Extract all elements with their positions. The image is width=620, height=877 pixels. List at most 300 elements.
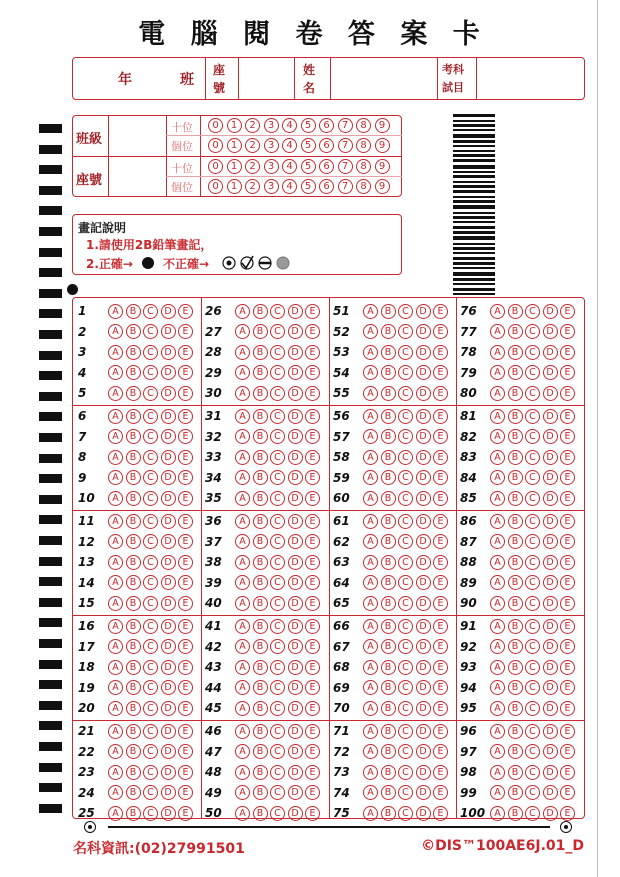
digit-bubble[interactable]: 6: [319, 118, 334, 133]
option-bubble[interactable]: A: [490, 555, 505, 570]
option-bubble[interactable]: B: [381, 450, 396, 465]
option-bubble[interactable]: B: [253, 701, 268, 716]
option-bubble[interactable]: A: [108, 575, 123, 590]
option-bubble[interactable]: B: [508, 619, 523, 634]
option-bubble[interactable]: A: [363, 324, 378, 339]
option-bubble[interactable]: B: [381, 806, 396, 821]
digit-bubble[interactable]: 1: [227, 118, 242, 133]
option-bubble[interactable]: D: [288, 450, 303, 465]
option-bubble[interactable]: D: [416, 575, 431, 590]
option-bubble[interactable]: E: [305, 619, 320, 634]
option-bubble[interactable]: D: [288, 514, 303, 529]
option-bubble[interactable]: A: [108, 409, 123, 424]
digit-bubble[interactable]: 2: [245, 138, 260, 153]
option-bubble[interactable]: B: [508, 765, 523, 780]
option-bubble[interactable]: D: [288, 639, 303, 654]
option-bubble[interactable]: D: [288, 575, 303, 590]
option-bubble[interactable]: A: [108, 491, 123, 506]
option-bubble[interactable]: B: [508, 429, 523, 444]
option-bubble[interactable]: A: [363, 491, 378, 506]
option-bubble[interactable]: E: [305, 701, 320, 716]
option-bubble[interactable]: E: [433, 765, 448, 780]
option-bubble[interactable]: A: [490, 680, 505, 695]
option-bubble[interactable]: C: [398, 304, 413, 319]
option-bubble[interactable]: D: [416, 555, 431, 570]
option-bubble[interactable]: A: [490, 765, 505, 780]
option-bubble[interactable]: C: [143, 450, 158, 465]
option-bubble[interactable]: D: [416, 765, 431, 780]
option-bubble[interactable]: E: [178, 744, 193, 759]
option-bubble[interactable]: D: [543, 660, 558, 675]
option-bubble[interactable]: A: [108, 429, 123, 444]
option-bubble[interactable]: B: [508, 324, 523, 339]
option-bubble[interactable]: A: [108, 744, 123, 759]
option-bubble[interactable]: A: [235, 785, 250, 800]
option-bubble[interactable]: B: [126, 304, 141, 319]
option-bubble[interactable]: A: [235, 596, 250, 611]
option-bubble[interactable]: A: [235, 304, 250, 319]
option-bubble[interactable]: E: [305, 365, 320, 380]
option-bubble[interactable]: A: [490, 365, 505, 380]
option-bubble[interactable]: E: [433, 785, 448, 800]
option-bubble[interactable]: A: [363, 555, 378, 570]
option-bubble[interactable]: D: [161, 660, 176, 675]
option-bubble[interactable]: B: [508, 450, 523, 465]
digit-bubble[interactable]: 1: [227, 138, 242, 153]
option-bubble[interactable]: E: [305, 429, 320, 444]
option-bubble[interactable]: E: [305, 680, 320, 695]
option-bubble[interactable]: E: [305, 450, 320, 465]
option-bubble[interactable]: D: [543, 619, 558, 634]
digit-bubble[interactable]: 6: [319, 138, 334, 153]
option-bubble[interactable]: B: [253, 619, 268, 634]
option-bubble[interactable]: E: [433, 596, 448, 611]
option-bubble[interactable]: B: [253, 680, 268, 695]
option-bubble[interactable]: A: [363, 386, 378, 401]
name-field[interactable]: [331, 58, 437, 99]
option-bubble[interactable]: C: [270, 575, 285, 590]
option-bubble[interactable]: B: [381, 596, 396, 611]
option-bubble[interactable]: B: [508, 304, 523, 319]
option-bubble[interactable]: B: [508, 555, 523, 570]
option-bubble[interactable]: B: [381, 639, 396, 654]
option-bubble[interactable]: C: [143, 514, 158, 529]
option-bubble[interactable]: C: [270, 785, 285, 800]
option-bubble[interactable]: A: [490, 744, 505, 759]
option-bubble[interactable]: A: [108, 619, 123, 634]
option-bubble[interactable]: B: [253, 324, 268, 339]
option-bubble[interactable]: C: [270, 345, 285, 360]
digit-bubble[interactable]: 4: [282, 159, 297, 174]
option-bubble[interactable]: B: [253, 450, 268, 465]
option-bubble[interactable]: D: [288, 701, 303, 716]
option-bubble[interactable]: E: [178, 575, 193, 590]
option-bubble[interactable]: A: [235, 724, 250, 739]
option-bubble[interactable]: B: [253, 575, 268, 590]
option-bubble[interactable]: D: [161, 619, 176, 634]
option-bubble[interactable]: E: [305, 806, 320, 821]
option-bubble[interactable]: E: [305, 575, 320, 590]
digit-bubble[interactable]: 8: [356, 138, 371, 153]
option-bubble[interactable]: A: [235, 324, 250, 339]
option-bubble[interactable]: C: [398, 701, 413, 716]
option-bubble[interactable]: C: [270, 724, 285, 739]
option-bubble[interactable]: C: [143, 345, 158, 360]
option-bubble[interactable]: D: [161, 386, 176, 401]
option-bubble[interactable]: E: [560, 491, 575, 506]
digit-bubble[interactable]: 7: [338, 138, 353, 153]
option-bubble[interactable]: B: [253, 409, 268, 424]
option-bubble[interactable]: A: [363, 785, 378, 800]
option-bubble[interactable]: C: [270, 555, 285, 570]
option-bubble[interactable]: C: [525, 345, 540, 360]
option-bubble[interactable]: C: [270, 491, 285, 506]
option-bubble[interactable]: C: [143, 619, 158, 634]
option-bubble[interactable]: A: [235, 534, 250, 549]
option-bubble[interactable]: C: [525, 806, 540, 821]
option-bubble[interactable]: E: [560, 324, 575, 339]
option-bubble[interactable]: A: [235, 409, 250, 424]
option-bubble[interactable]: B: [253, 596, 268, 611]
option-bubble[interactable]: E: [305, 660, 320, 675]
option-bubble[interactable]: A: [490, 724, 505, 739]
option-bubble[interactable]: E: [433, 450, 448, 465]
option-bubble[interactable]: C: [270, 639, 285, 654]
option-bubble[interactable]: B: [508, 470, 523, 485]
option-bubble[interactable]: B: [126, 596, 141, 611]
option-bubble[interactable]: D: [543, 785, 558, 800]
digit-bubble[interactable]: 6: [319, 159, 334, 174]
option-bubble[interactable]: A: [490, 491, 505, 506]
option-bubble[interactable]: D: [288, 555, 303, 570]
option-bubble[interactable]: C: [525, 429, 540, 444]
option-bubble[interactable]: E: [305, 491, 320, 506]
option-bubble[interactable]: A: [363, 806, 378, 821]
option-bubble[interactable]: A: [235, 450, 250, 465]
digit-bubble[interactable]: 0: [208, 138, 223, 153]
option-bubble[interactable]: C: [398, 575, 413, 590]
option-bubble[interactable]: D: [416, 365, 431, 380]
option-bubble[interactable]: E: [560, 785, 575, 800]
option-bubble[interactable]: D: [161, 701, 176, 716]
option-bubble[interactable]: E: [178, 450, 193, 465]
option-bubble[interactable]: E: [433, 324, 448, 339]
option-bubble[interactable]: B: [508, 409, 523, 424]
option-bubble[interactable]: C: [270, 470, 285, 485]
option-bubble[interactable]: E: [178, 324, 193, 339]
option-bubble[interactable]: C: [143, 324, 158, 339]
option-bubble[interactable]: C: [143, 724, 158, 739]
option-bubble[interactable]: D: [416, 304, 431, 319]
option-bubble[interactable]: B: [381, 324, 396, 339]
option-bubble[interactable]: A: [235, 470, 250, 485]
option-bubble[interactable]: B: [253, 806, 268, 821]
option-bubble[interactable]: D: [416, 514, 431, 529]
option-bubble[interactable]: A: [363, 765, 378, 780]
digit-bubble[interactable]: 1: [227, 179, 242, 194]
option-bubble[interactable]: D: [161, 450, 176, 465]
option-bubble[interactable]: B: [126, 806, 141, 821]
option-bubble[interactable]: B: [508, 785, 523, 800]
option-bubble[interactable]: D: [543, 680, 558, 695]
option-bubble[interactable]: A: [490, 470, 505, 485]
option-bubble[interactable]: C: [525, 639, 540, 654]
option-bubble[interactable]: D: [416, 324, 431, 339]
option-bubble[interactable]: D: [288, 409, 303, 424]
option-bubble[interactable]: A: [108, 680, 123, 695]
option-bubble[interactable]: A: [108, 555, 123, 570]
option-bubble[interactable]: E: [178, 534, 193, 549]
option-bubble[interactable]: C: [398, 514, 413, 529]
option-bubble[interactable]: B: [126, 701, 141, 716]
digit-bubble[interactable]: 5: [301, 118, 316, 133]
option-bubble[interactable]: A: [108, 596, 123, 611]
option-bubble[interactable]: A: [235, 365, 250, 380]
option-bubble[interactable]: E: [178, 304, 193, 319]
option-bubble[interactable]: D: [161, 806, 176, 821]
option-bubble[interactable]: D: [161, 304, 176, 319]
option-bubble[interactable]: C: [398, 660, 413, 675]
option-bubble[interactable]: A: [363, 744, 378, 759]
option-bubble[interactable]: C: [398, 324, 413, 339]
option-bubble[interactable]: D: [161, 596, 176, 611]
option-bubble[interactable]: B: [508, 701, 523, 716]
option-bubble[interactable]: B: [126, 639, 141, 654]
option-bubble[interactable]: C: [525, 785, 540, 800]
option-bubble[interactable]: D: [543, 429, 558, 444]
option-bubble[interactable]: B: [508, 660, 523, 675]
option-bubble[interactable]: A: [235, 701, 250, 716]
option-bubble[interactable]: C: [143, 596, 158, 611]
option-bubble[interactable]: B: [381, 575, 396, 590]
option-bubble[interactable]: E: [433, 534, 448, 549]
option-bubble[interactable]: E: [178, 470, 193, 485]
option-bubble[interactable]: E: [560, 409, 575, 424]
option-bubble[interactable]: E: [560, 680, 575, 695]
option-bubble[interactable]: B: [381, 491, 396, 506]
option-bubble[interactable]: A: [363, 660, 378, 675]
option-bubble[interactable]: B: [126, 345, 141, 360]
option-bubble[interactable]: B: [253, 304, 268, 319]
option-bubble[interactable]: D: [543, 724, 558, 739]
option-bubble[interactable]: E: [433, 701, 448, 716]
option-bubble[interactable]: C: [270, 701, 285, 716]
option-bubble[interactable]: C: [143, 660, 158, 675]
option-bubble[interactable]: D: [288, 534, 303, 549]
option-bubble[interactable]: E: [178, 701, 193, 716]
option-bubble[interactable]: A: [363, 409, 378, 424]
option-bubble[interactable]: D: [288, 324, 303, 339]
option-bubble[interactable]: A: [490, 429, 505, 444]
option-bubble[interactable]: B: [508, 534, 523, 549]
option-bubble[interactable]: A: [235, 660, 250, 675]
option-bubble[interactable]: E: [433, 619, 448, 634]
option-bubble[interactable]: E: [433, 365, 448, 380]
option-bubble[interactable]: C: [398, 596, 413, 611]
option-bubble[interactable]: C: [270, 806, 285, 821]
option-bubble[interactable]: C: [525, 765, 540, 780]
option-bubble[interactable]: C: [143, 365, 158, 380]
option-bubble[interactable]: B: [126, 680, 141, 695]
option-bubble[interactable]: B: [253, 744, 268, 759]
option-bubble[interactable]: E: [560, 534, 575, 549]
option-bubble[interactable]: A: [363, 575, 378, 590]
option-bubble[interactable]: B: [253, 785, 268, 800]
option-bubble[interactable]: B: [253, 555, 268, 570]
option-bubble[interactable]: B: [508, 806, 523, 821]
option-bubble[interactable]: D: [543, 806, 558, 821]
option-bubble[interactable]: D: [416, 450, 431, 465]
option-bubble[interactable]: B: [126, 324, 141, 339]
option-bubble[interactable]: E: [433, 660, 448, 675]
option-bubble[interactable]: D: [543, 365, 558, 380]
option-bubble[interactable]: E: [560, 619, 575, 634]
option-bubble[interactable]: E: [560, 345, 575, 360]
option-bubble[interactable]: B: [126, 724, 141, 739]
option-bubble[interactable]: C: [525, 660, 540, 675]
option-bubble[interactable]: D: [161, 744, 176, 759]
option-bubble[interactable]: C: [270, 596, 285, 611]
digit-bubble[interactable]: 9: [375, 118, 390, 133]
option-bubble[interactable]: D: [161, 534, 176, 549]
option-bubble[interactable]: A: [235, 386, 250, 401]
option-bubble[interactable]: A: [490, 386, 505, 401]
option-bubble[interactable]: A: [235, 619, 250, 634]
option-bubble[interactable]: B: [126, 491, 141, 506]
option-bubble[interactable]: C: [525, 534, 540, 549]
option-bubble[interactable]: B: [253, 765, 268, 780]
option-bubble[interactable]: D: [288, 386, 303, 401]
option-bubble[interactable]: D: [416, 701, 431, 716]
option-bubble[interactable]: D: [416, 785, 431, 800]
option-bubble[interactable]: E: [560, 555, 575, 570]
option-bubble[interactable]: D: [161, 514, 176, 529]
digit-bubble[interactable]: 6: [319, 179, 334, 194]
option-bubble[interactable]: E: [433, 470, 448, 485]
option-bubble[interactable]: D: [288, 724, 303, 739]
digit-bubble[interactable]: 4: [282, 138, 297, 153]
option-bubble[interactable]: B: [381, 365, 396, 380]
option-bubble[interactable]: A: [363, 724, 378, 739]
option-bubble[interactable]: B: [126, 744, 141, 759]
option-bubble[interactable]: A: [108, 724, 123, 739]
option-bubble[interactable]: D: [543, 596, 558, 611]
option-bubble[interactable]: A: [363, 429, 378, 444]
option-bubble[interactable]: D: [161, 491, 176, 506]
option-bubble[interactable]: C: [143, 785, 158, 800]
option-bubble[interactable]: C: [270, 365, 285, 380]
option-bubble[interactable]: C: [398, 680, 413, 695]
option-bubble[interactable]: A: [235, 765, 250, 780]
option-bubble[interactable]: D: [416, 470, 431, 485]
option-bubble[interactable]: C: [143, 806, 158, 821]
option-bubble[interactable]: E: [305, 596, 320, 611]
option-bubble[interactable]: D: [416, 345, 431, 360]
option-bubble[interactable]: C: [525, 701, 540, 716]
option-bubble[interactable]: A: [490, 345, 505, 360]
option-bubble[interactable]: D: [543, 470, 558, 485]
digit-bubble[interactable]: 9: [375, 179, 390, 194]
digit-bubble[interactable]: 1: [227, 159, 242, 174]
option-bubble[interactable]: C: [398, 619, 413, 634]
option-bubble[interactable]: D: [288, 596, 303, 611]
option-bubble[interactable]: B: [126, 765, 141, 780]
option-bubble[interactable]: C: [143, 765, 158, 780]
option-bubble[interactable]: A: [490, 450, 505, 465]
option-bubble[interactable]: E: [305, 744, 320, 759]
option-bubble[interactable]: B: [253, 639, 268, 654]
option-bubble[interactable]: E: [560, 639, 575, 654]
option-bubble[interactable]: B: [381, 744, 396, 759]
option-bubble[interactable]: E: [560, 660, 575, 675]
option-bubble[interactable]: D: [416, 429, 431, 444]
option-bubble[interactable]: D: [416, 386, 431, 401]
option-bubble[interactable]: E: [178, 365, 193, 380]
option-bubble[interactable]: D: [416, 639, 431, 654]
option-bubble[interactable]: C: [270, 304, 285, 319]
option-bubble[interactable]: B: [381, 785, 396, 800]
option-bubble[interactable]: E: [433, 555, 448, 570]
digit-bubble[interactable]: 2: [245, 179, 260, 194]
option-bubble[interactable]: E: [560, 724, 575, 739]
option-bubble[interactable]: E: [178, 491, 193, 506]
option-bubble[interactable]: C: [143, 304, 158, 319]
digit-bubble[interactable]: 9: [375, 159, 390, 174]
option-bubble[interactable]: B: [381, 555, 396, 570]
option-bubble[interactable]: B: [508, 724, 523, 739]
option-bubble[interactable]: A: [363, 596, 378, 611]
option-bubble[interactable]: C: [143, 429, 158, 444]
option-bubble[interactable]: E: [178, 409, 193, 424]
option-bubble[interactable]: B: [253, 345, 268, 360]
option-bubble[interactable]: D: [288, 744, 303, 759]
option-bubble[interactable]: E: [433, 806, 448, 821]
option-bubble[interactable]: D: [543, 324, 558, 339]
option-bubble[interactable]: D: [543, 765, 558, 780]
option-bubble[interactable]: A: [490, 619, 505, 634]
option-bubble[interactable]: D: [161, 575, 176, 590]
option-bubble[interactable]: B: [381, 765, 396, 780]
option-bubble[interactable]: B: [381, 660, 396, 675]
option-bubble[interactable]: B: [508, 365, 523, 380]
option-bubble[interactable]: E: [178, 345, 193, 360]
option-bubble[interactable]: B: [381, 470, 396, 485]
option-bubble[interactable]: E: [560, 470, 575, 485]
option-bubble[interactable]: E: [433, 386, 448, 401]
option-bubble[interactable]: D: [543, 744, 558, 759]
option-bubble[interactable]: C: [270, 409, 285, 424]
option-bubble[interactable]: C: [270, 324, 285, 339]
option-bubble[interactable]: A: [363, 619, 378, 634]
option-bubble[interactable]: E: [560, 806, 575, 821]
option-bubble[interactable]: B: [253, 514, 268, 529]
option-bubble[interactable]: C: [525, 324, 540, 339]
option-bubble[interactable]: C: [398, 450, 413, 465]
option-bubble[interactable]: D: [543, 514, 558, 529]
option-bubble[interactable]: B: [381, 304, 396, 319]
option-bubble[interactable]: B: [381, 724, 396, 739]
option-bubble[interactable]: B: [508, 345, 523, 360]
option-bubble[interactable]: C: [525, 491, 540, 506]
option-bubble[interactable]: D: [288, 785, 303, 800]
option-bubble[interactable]: D: [543, 450, 558, 465]
option-bubble[interactable]: C: [398, 724, 413, 739]
option-bubble[interactable]: A: [235, 806, 250, 821]
option-bubble[interactable]: A: [108, 785, 123, 800]
option-bubble[interactable]: A: [490, 806, 505, 821]
option-bubble[interactable]: A: [108, 304, 123, 319]
option-bubble[interactable]: B: [508, 514, 523, 529]
